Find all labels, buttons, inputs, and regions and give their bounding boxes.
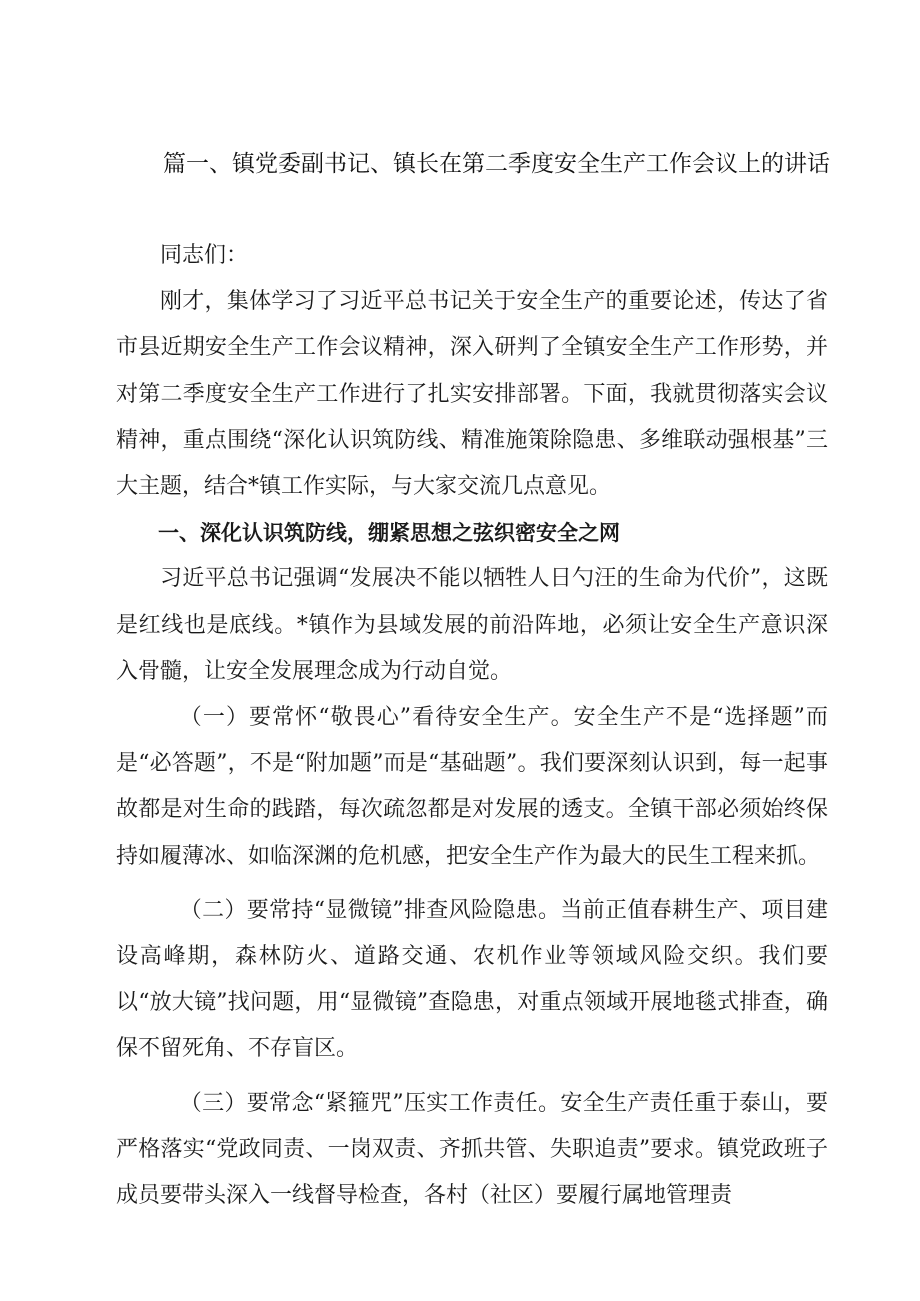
section-heading-1: 一、深化认识筑防线，绷紧思想之弦织密安全之网 (158, 521, 620, 546)
paragraph-gap (116, 880, 828, 888)
section-1-intro-paragraph: 习近平总书记强调“发展决不能以牺牲人日勺汪的生命为代价”，这既是红线也是底线。*镇作为县域发展的前沿阵地，必须让安全生产意识深入骨髓，让安全发展理念成为行动自觉。 (116, 566, 828, 684)
point-3-paragraph: （三）要常念“紧箍咒”压实工作责任。安全生产责任重于泰山，要严格落实“党政同责、一岗双责、齐抓共管、失职追责”要求。镇党政班子成员要带头深入一线督导检查，各村（社区）要履行属地管理责 (116, 1090, 828, 1209)
document-title: 篇一、镇党委副书记、镇长在第二季度安全生产工作会议上的讲话 (163, 151, 830, 177)
greeting-paragraph: 同志们： (160, 243, 249, 268)
point-2-paragraph: （二）要常持“显微镜”排查风险隐患。当前正值春耕生产、项目建设高峰期，森林防火、道路交通、农机作业等领域风险交织。我们要以“放大镜”找问题，用“显微镜”查隐患，对重点领域开展地毯式排查，确保不留死角、不存盲区。 (116, 897, 828, 1062)
point-1-paragraph: （一）要常怀“敬畏心”看待安全生产。安全生产不是“选择题”而是“必答题”，不是“附加题”而是“基础题”。我们要深刻认识到，每一起事故都是对生命的践踏，每次疏忽都是对发展的透支。全镇干部必须始终保持如履薄冰、如临深渊的危机感，把安全生产作为最大的民生工程来抓。 (116, 705, 828, 869)
paragraph-gap (116, 1073, 828, 1081)
document-body (116, 233, 828, 1219)
intro-paragraph: 刚才，集体学习了习近平总书记关于安全生产的重要论述，传达了省市县近期安全生产工作会议精神，深入研判了全镇安全生产工作形势，并对第二季度安全生产工作进行了扎实安排部署。下面，我就贯彻落实会议精神，重点围绕“深化认识筑防线、精准施策除隐患、多维联动强根基”三大主题，结合*镇工作实际，与大家交流几点意见。 (116, 289, 828, 500)
